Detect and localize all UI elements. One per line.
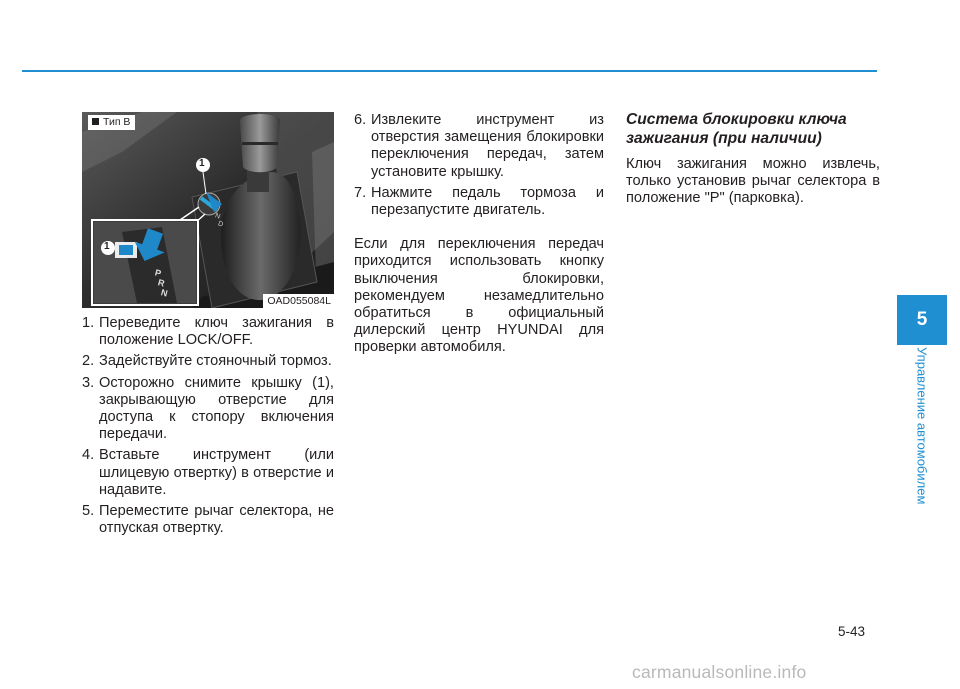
step-item (82, 375, 334, 444)
step-text: Задействуйте стояночный тормоз. (99, 353, 332, 370)
section-body: Ключ зажигания можно извлечь, только установив рычаг селектора в положение "P" (парковка). (626, 156, 880, 207)
step-text: Извлеките инструмент из отверстия замещения блокировки переключения передач, затем установите крышку. (371, 112, 604, 180)
step-text: Вставьте инструмент (или шлицевую отвертку) в отверстие и надавите. (99, 447, 334, 498)
step-number: 4. (82, 447, 95, 464)
header-rule (22, 70, 877, 72)
step-number: 6. (354, 112, 367, 128)
gear-letter-small-n: N (213, 212, 222, 221)
step-number: 1. (82, 315, 95, 331)
step-number: 7. (354, 184, 367, 201)
watermark: carmanualsonline.info (632, 662, 807, 682)
step-item (82, 315, 334, 349)
chapter-number-tab: 5 (897, 295, 947, 345)
step-item (82, 447, 334, 499)
section-title: Система блокировки ключа зажигания (при наличии) (626, 111, 847, 147)
figure-code: OAD055084L (263, 294, 334, 308)
figure-type-label (88, 115, 135, 130)
step-item (82, 353, 334, 370)
chapter-title-side (897, 345, 947, 520)
column-right (626, 110, 880, 208)
gear-letter-r: R (156, 277, 166, 289)
step-text: Осторожно снимите крышку (1), закрывающую отверстие для доступа к стопору включения передачи. (99, 374, 334, 443)
step-number: 3. (82, 374, 95, 391)
shift-lever-illustration (82, 112, 334, 308)
step-list-left (82, 315, 334, 537)
step-text: Переведите ключ зажигания в положение LOCK/OFF. (99, 315, 334, 349)
callout-number-inset: 1 (104, 241, 110, 252)
gear-letter-n: N (159, 287, 169, 299)
step-number: 5. (82, 503, 95, 520)
square-bullet-icon (92, 118, 99, 125)
page-number: 5-43 (838, 624, 866, 639)
gear-letter-p: P (153, 267, 163, 279)
gear-letter-small-d: D (216, 220, 225, 229)
step-item (354, 185, 604, 219)
step-number: 2. (82, 353, 95, 370)
step-text: Переместите рычаг селектора, не отпуская отвертку. (99, 503, 334, 537)
note-paragraph: Если для переключения передач приходится использовать кнопку выключения блокировки, рекомендуем незамедлительно обратиться в официальный дилерский центр HYUNDAI для проверки автомобиля. (354, 236, 604, 356)
chapter-title: Управление автомобилем (914, 347, 930, 505)
column-middle (354, 112, 604, 357)
shift-lever-drawing (82, 112, 334, 308)
figure-type-text: Тип B (103, 116, 131, 128)
column-left (82, 315, 334, 541)
step-item (82, 503, 334, 537)
step-list-right (354, 112, 604, 219)
step-text: Нажмите педаль тормоза и перезапустите двигатель. (371, 184, 604, 219)
step-item (354, 112, 604, 181)
callout-number-top: 1 (199, 158, 205, 169)
